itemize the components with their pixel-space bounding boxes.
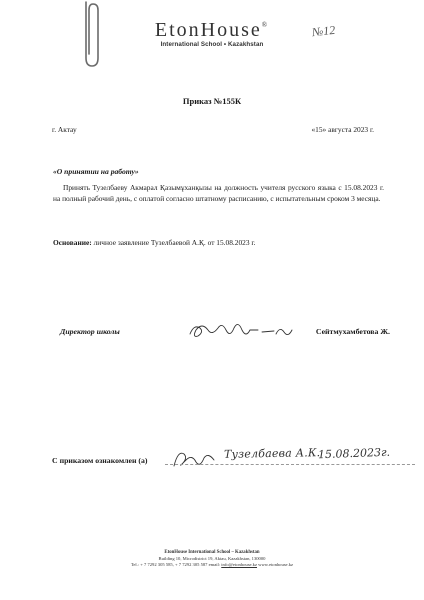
footer-school-name: EtonHouse International School – Kazakhstan xyxy=(164,550,260,555)
footer-email-link[interactable]: info@etonhouse.kz xyxy=(221,562,258,567)
trademark-mark: ® xyxy=(261,21,270,29)
order-body: Принять Тузелбаеву Акмарал Қазымұханқызы на должность учителя русского языка с 15.08.2023 г. на полный рабочий день, с оплатой согласно штатному расписанию, с испытательным сроком 3 месяца. xyxy=(53,183,384,203)
handwritten-number: №12 xyxy=(311,22,336,40)
signature-line xyxy=(165,464,415,465)
director-name: Сейтмухамбетова Ж. xyxy=(315,327,390,336)
order-city: г. Актау xyxy=(52,125,77,134)
brand-subtitle: International School • Kazakhstan xyxy=(160,41,264,48)
footer-address: Building 10, Microdistrict 19, Aktau, Kazakhstan, 130000 xyxy=(158,556,266,561)
order-basis xyxy=(53,238,384,247)
order-date: «15» августа 2023 г. xyxy=(311,125,374,134)
basis-label: Основание: xyxy=(53,238,92,247)
basis-text: личное заявление Тузелбаевой А.Қ. от 15.08.2023 г. xyxy=(91,238,256,247)
footer-contacts xyxy=(0,562,424,568)
footer-phone: Tel.: + 7 7292 305 585, + 7 7292 305 587 xyxy=(130,562,208,567)
director-signature xyxy=(188,318,298,344)
footer-email-label: email: xyxy=(207,562,222,567)
employee-handwritten-name: Тузелбаева А.К. xyxy=(223,446,321,461)
footer-website-link[interactable]: www.etonhouse.kz xyxy=(257,562,294,567)
employee-handwritten-date: 15.08.2023г. xyxy=(317,445,391,462)
letterhead-footer xyxy=(0,550,424,568)
brand-name: EtonHouse xyxy=(154,19,262,41)
letterhead-logo xyxy=(0,19,424,48)
acknowledgement-label: С приказом ознакомлен (а) xyxy=(52,456,148,465)
director-label: Директор школы xyxy=(60,327,120,336)
order-subject: «О принятии на работу» xyxy=(53,167,139,176)
order-title: Приказ №155К xyxy=(182,96,242,106)
